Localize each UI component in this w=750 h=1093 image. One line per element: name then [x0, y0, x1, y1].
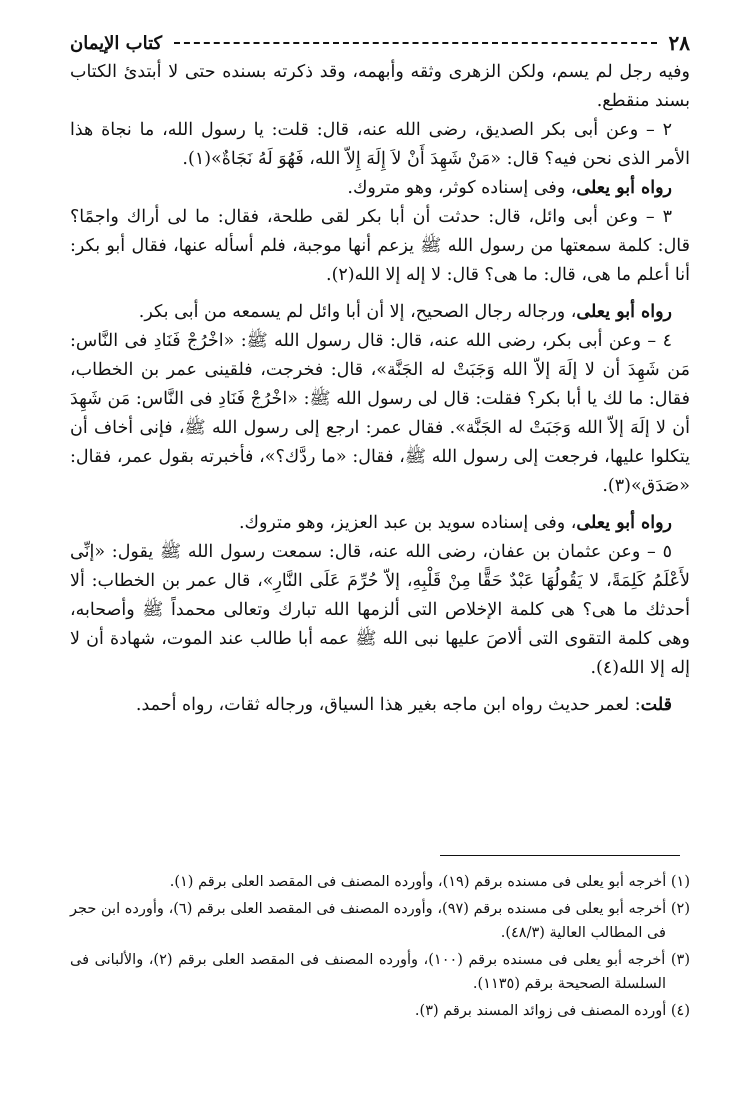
narration-note	[70, 174, 690, 203]
footnote-3: (٣) أخرجه أبو يعلى فى مسنده برقم (١٠٠)، وأورده المصنف فى المقصد العلى برقم (٢)، والألبانى فى السلسلة الصحيحة برقم (١١٣٥).	[70, 952, 691, 992]
page-number: ٢٨	[668, 31, 690, 55]
commentary-note	[70, 691, 690, 720]
footnote-separator	[440, 855, 680, 856]
footnotes	[70, 870, 690, 1026]
footnote-2: (٢) أخرجه أبو يعلى فى مسنده برقم (٩٧)، وأورده المصنف فى المقصد العلى برقم (٦)، وأورده ابن حجر فى المطالب العالية (٤٨/٣).	[70, 901, 691, 941]
header-dashed-rule	[174, 42, 656, 44]
paragraph-text: وفيه رجل لم يسم، ولكن الزهرى وثقه وأبهمه، وقد ذكرته بسنده حتى لا أبتدئ الكتاب بسند منقطع.	[70, 62, 690, 111]
paragraph-text: ٣ – وعن أبى وائل، قال: حدثت أن أبا بكر لقى طلحة، فقال: ما لى أراك واجمًا؟ قال: كلمة سمعتها من رسول الله ﷺ يزعم أنها موجبة، فلم أسأله عنها، فقال أبو بكر: أنا أعلم ما هى، قال: ما هى؟ قال: لا إله إلا الله(٢).	[70, 207, 690, 285]
running-header	[70, 30, 690, 56]
paragraph-text: ٤ – وعن أبى بكر، رضى الله عنه، قال: قال رسول الله ﷺ: «اخْرُجْ فَنَادِ فى النَّاس: مَن شَهِدَ أن لا إلَهَ إلاّ الله وَجَبَتْ له الجَنَّة»، قال: فخرجت، فلقينى عمر بن الخطاب، فقال: ما لك يا أبا بكر؟ فقلت: قال لى رسول الله ﷺ: «اخْرُجْ فَنَادِ فى النَّاس: مَن شَهِدَ أن لا إلَهَ إلاّ الله وَجَبَتْ له الجَنَّة». فقال عمر: ارجع إلى رسول الله ﷺ، فإنى أخاف أن يتكلوا عليها، فرجعت إلى رسول الله ﷺ، فقال: «ما ردَّك؟»، فأخبرته بقول عمر، فقال: «صَدَق»(٣).	[70, 331, 690, 496]
footnote-4: (٤) أورده المصنف فى زوائد المسند برقم (٣).	[414, 1003, 690, 1019]
paragraph-intro	[70, 58, 690, 116]
paragraph-text: ، وفى إسناده كوثر، وهو متروك.	[347, 178, 577, 198]
bold-prefix: رواه أبو يعلى	[576, 302, 672, 322]
paragraph-text: : لعمر حديث رواه ابن ماجه بغير هذا السياق، ورجاله ثقات، رواه أحمد.	[135, 695, 641, 715]
narration-note	[70, 509, 690, 538]
narration-note	[70, 298, 690, 327]
hadith-3	[70, 203, 690, 290]
hadith-4	[70, 327, 690, 501]
footnote-1: (١) أخرجه أبو يعلى فى مسنده برقم (١٩)، وأورده المصنف فى المقصد العلى برقم (١).	[169, 874, 690, 890]
bold-prefix: رواه أبو يعلى	[576, 513, 672, 533]
paragraph-text: ، ورجاله رجال الصحيح، إلا أن أبا وائل لم يسمعه من أبى بكر.	[138, 302, 577, 322]
hadith-5	[70, 538, 690, 683]
main-text	[70, 58, 690, 720]
paragraph-text: ٥ – وعن عثمان بن عفان، رضى الله عنه، قال: سمعت رسول الله ﷺ يقول: «إنِّى لأَعْلَمُ كَلِمَةً، لا يَقُولُهَا عَبْدٌ حَقًّا مِنْ قَلْبِهِ، إلاّ حُرِّمَ عَلَى النَّارِ»، قال عمر بن الخطاب: ألا أحدثك ما هى؟ هى كلمة الإخلاص التى ألزمها الله تبارك وتعالى محمداً ﷺ وأصحابه، وهى كلمة التقوى التى ألاصَ عليها نبى الله ﷺ عمه أبا طالب عند الموت، شهادة أن لا إله إلا الله(٤).	[70, 542, 690, 678]
chapter-title: كتاب الإيمان	[70, 32, 163, 54]
bold-prefix: قلت	[640, 695, 672, 715]
hadith-2	[70, 116, 690, 174]
bold-prefix: رواه أبو يعلى	[576, 178, 672, 198]
paragraph-text: ٢ – وعن أبى بكر الصديق، رضى الله عنه، قال: قلت: يا رسول الله، ما نجاة هذا الأمر الذى نحن فيه؟ قال: «مَنْ شَهِدَ أَنْ لاَ إِلَهَ إِلاّ الله، فَهُوَ لَهُ نَجَاةٌ»(١).	[70, 120, 690, 169]
paragraph-text: ، وفى إسناده سويد بن عبد العزيز، وهو متروك.	[238, 513, 577, 533]
